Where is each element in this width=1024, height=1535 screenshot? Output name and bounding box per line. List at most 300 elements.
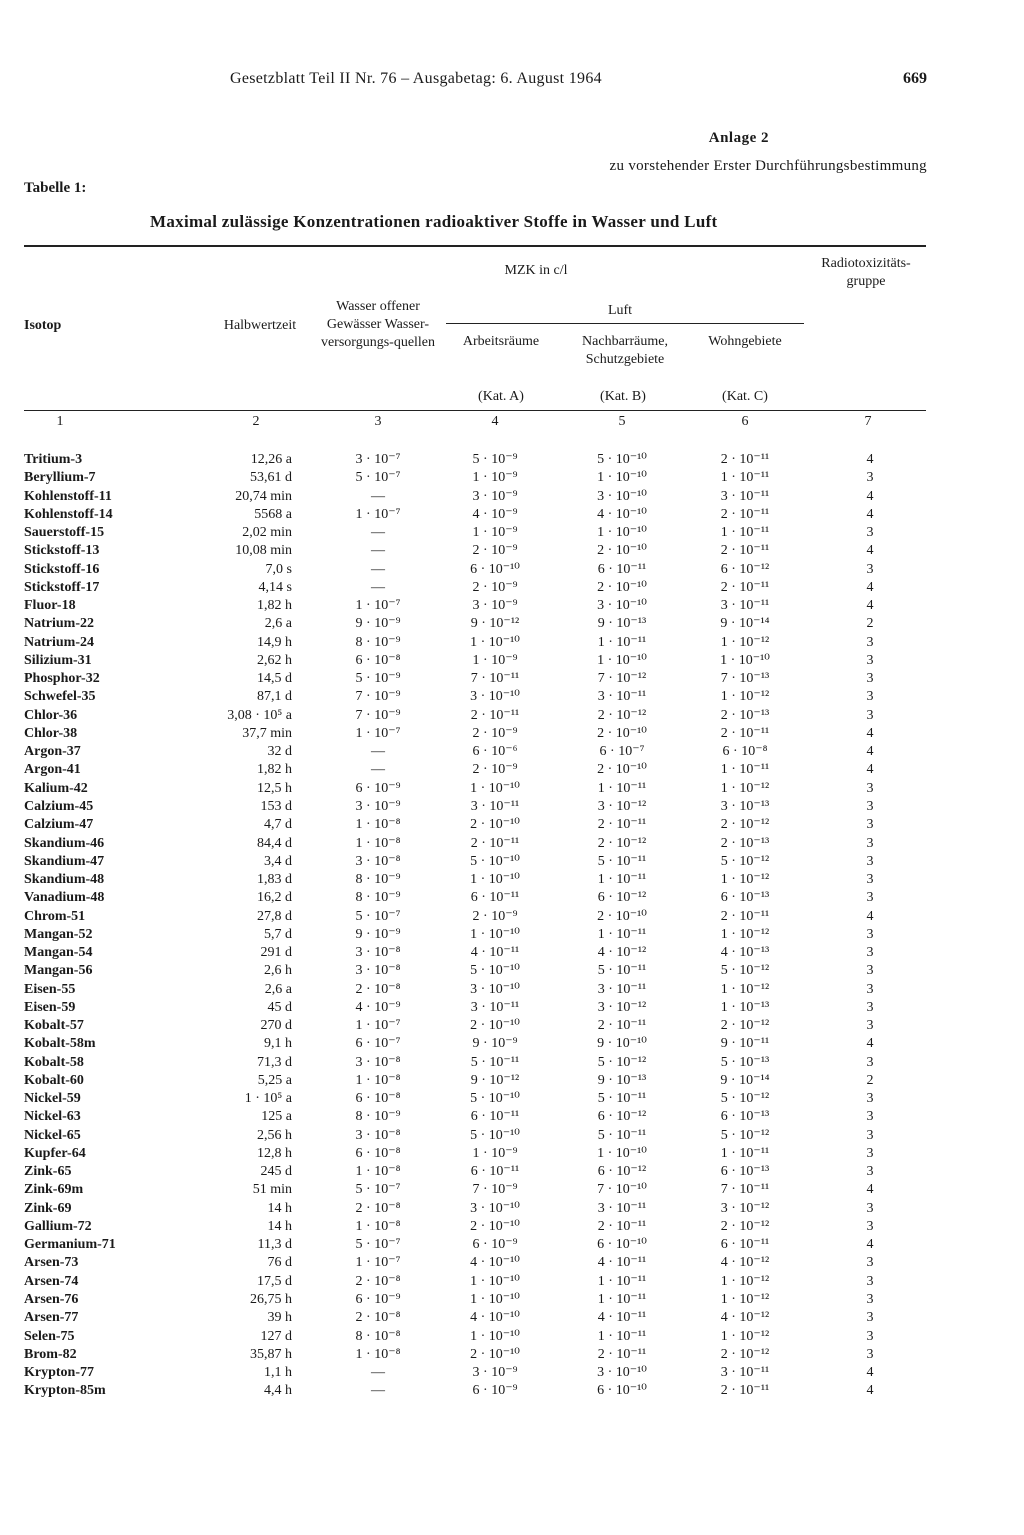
halflife-cell: 32 d — [267, 744, 292, 760]
air-kat-b-cell: 1 · 10⁻¹¹ — [597, 1292, 647, 1307]
header-mzk: MZK in c/l — [504, 263, 568, 278]
water-cell: 1 · 10⁻⁷ — [355, 725, 401, 741]
air-kat-a-cell: 2 · 10⁻⁹ — [472, 543, 518, 559]
radiotox-cell: 4 — [866, 762, 874, 778]
table-row — [0, 1254, 1024, 1272]
radiotox-cell: 3 — [866, 853, 874, 869]
isotope-cell: Kobalt-58 — [24, 1054, 84, 1070]
water-cell: — — [371, 579, 385, 595]
table-row — [0, 524, 1024, 542]
air-kat-a-cell: 5 · 10⁻¹⁰ — [470, 963, 520, 979]
table-row — [0, 1108, 1024, 1126]
table-row — [0, 780, 1024, 798]
table-row — [0, 761, 1024, 779]
water-cell: 5 · 10⁻⁷ — [355, 908, 401, 924]
table-row — [0, 1382, 1024, 1400]
header-kat-c: (Kat. C) — [722, 389, 768, 404]
isotope-cell: Kalium-42 — [24, 780, 88, 796]
isotope-cell: Skandium-46 — [24, 835, 105, 851]
air-kat-b-cell: 9 · 10⁻¹³ — [597, 1072, 647, 1088]
water-cell: 1 · 10⁻⁸ — [355, 835, 401, 851]
table-row — [0, 1054, 1024, 1072]
isotope-cell: Eisen-55 — [24, 981, 76, 997]
air-kat-a-cell: 6 · 10⁻⁹ — [472, 1237, 518, 1253]
radiotox-cell: 3 — [866, 1164, 874, 1180]
annex-label: Anlage 2 — [708, 130, 769, 146]
table-row — [0, 962, 1024, 980]
isotope-cell: Schwefel-35 — [24, 689, 96, 705]
halflife-cell: 39 h — [267, 1310, 292, 1326]
water-cell: 8 · 10⁻⁹ — [355, 634, 401, 650]
air-kat-c-cell: 6 · 10⁻¹³ — [720, 890, 770, 906]
water-cell: 1 · 10⁻⁸ — [355, 1072, 401, 1088]
air-kat-a-cell: 2 · 10⁻¹⁰ — [470, 1346, 520, 1362]
water-cell: 3 · 10⁻⁹ — [355, 798, 401, 814]
air-kat-b-cell: 3 · 10⁻¹² — [597, 999, 647, 1015]
radiotox-cell: 4 — [866, 1365, 874, 1380]
radiotox-cell: 3 — [866, 926, 874, 942]
air-kat-c-cell: 2 · 10⁻¹¹ — [720, 908, 770, 924]
water-cell: — — [371, 561, 385, 577]
air-kat-c-cell: 6 · 10⁻¹² — [720, 561, 770, 577]
air-kat-c-cell: 2 · 10⁻¹² — [720, 1346, 770, 1362]
air-kat-c-cell: 1 · 10⁻¹² — [720, 634, 770, 650]
isotope-cell: Eisen-59 — [24, 999, 76, 1015]
air-kat-c-cell: 6 · 10⁻¹³ — [720, 1109, 770, 1125]
table-row — [0, 488, 1024, 506]
header-wasser: Wasser offener Gewässer Wasser-versorgungs-quellen — [320, 299, 436, 350]
table-row — [0, 1364, 1024, 1382]
halflife-cell: 5568 a — [254, 506, 292, 522]
water-cell: 6 · 10⁻⁸ — [355, 1091, 401, 1107]
radiotox-cell: 3 — [866, 890, 874, 906]
radiotox-cell: 3 — [866, 1109, 874, 1125]
radiotox-cell: 4 — [866, 1237, 874, 1253]
air-kat-c-cell: 1 · 10⁻¹² — [720, 1292, 770, 1307]
air-kat-a-cell: 3 · 10⁻⁹ — [472, 598, 518, 614]
water-cell: 4 · 10⁻⁹ — [355, 999, 401, 1015]
air-kat-c-cell: 6 · 10⁻⁸ — [722, 744, 768, 760]
air-kat-c-cell: 2 · 10⁻¹³ — [720, 835, 770, 851]
radiotox-cell: 3 — [866, 1310, 874, 1326]
luft-rule — [446, 323, 804, 324]
radiotox-cell: 3 — [866, 671, 874, 687]
water-cell: 3 · 10⁻⁷ — [355, 452, 401, 467]
radiotox-cell: 3 — [866, 652, 874, 668]
table-row — [0, 908, 1024, 926]
radiotox-cell: 3 — [866, 707, 874, 723]
halflife-cell: 16,2 d — [257, 890, 292, 906]
water-cell: 7 · 10⁻⁹ — [355, 689, 401, 705]
air-kat-a-cell: 5 · 10⁻¹⁰ — [470, 1127, 520, 1143]
table-row — [0, 1163, 1024, 1181]
column-number: 1 — [56, 414, 64, 429]
header-halbwertzeit: Halbwertzeit — [223, 318, 297, 333]
halflife-cell: 5,7 d — [264, 926, 292, 942]
air-kat-c-cell: 9 · 10⁻¹¹ — [720, 1036, 770, 1052]
halflife-cell: 76 d — [267, 1255, 292, 1271]
halflife-cell: 2,6 h — [264, 963, 292, 979]
air-kat-b-cell: 2 · 10⁻¹⁰ — [597, 762, 647, 778]
air-kat-b-cell: 1 · 10⁻¹¹ — [597, 634, 647, 650]
column-number: 4 — [491, 414, 499, 429]
radiotox-cell: 3 — [866, 1292, 874, 1307]
air-kat-b-cell: 1 · 10⁻¹⁰ — [597, 1145, 647, 1161]
radiotox-cell: 3 — [866, 981, 874, 997]
halflife-cell: 12,5 h — [257, 780, 292, 796]
air-kat-b-cell: 6 · 10⁻¹² — [597, 1164, 647, 1180]
water-cell: — — [371, 1383, 385, 1399]
air-kat-b-cell: 3 · 10⁻¹⁰ — [597, 488, 647, 504]
isotope-cell: Stickstoff-13 — [24, 543, 100, 559]
air-kat-b-cell: 1 · 10⁻¹¹ — [597, 1273, 647, 1289]
air-kat-c-cell: 2 · 10⁻¹¹ — [720, 579, 770, 595]
halflife-cell: 125 a — [261, 1109, 292, 1125]
water-cell: 1 · 10⁻⁸ — [355, 1164, 401, 1180]
air-kat-a-cell: 4 · 10⁻⁹ — [472, 506, 518, 522]
halflife-cell: 4,7 d — [264, 817, 292, 833]
water-cell: 6 · 10⁻⁸ — [355, 1145, 401, 1161]
air-kat-b-cell: 7 · 10⁻¹² — [597, 671, 647, 687]
isotope-cell: Argon-41 — [24, 762, 81, 778]
table-label: Tabelle 1: — [24, 180, 87, 196]
air-kat-a-cell: 2 · 10⁻¹⁰ — [470, 1218, 520, 1234]
isotope-cell: Chlor-36 — [24, 707, 78, 723]
water-cell: 9 · 10⁻⁹ — [355, 616, 401, 632]
air-kat-c-cell: 2 · 10⁻¹¹ — [720, 506, 770, 522]
air-kat-a-cell: 1 · 10⁻¹⁰ — [470, 1292, 520, 1307]
air-kat-b-cell: 2 · 10⁻¹¹ — [597, 1218, 647, 1234]
isotope-cell: Krypton-77 — [24, 1365, 94, 1380]
isotope-cell: Kobalt-60 — [24, 1072, 84, 1088]
isotope-cell: Arsen-74 — [24, 1273, 79, 1289]
air-kat-b-cell: 3 · 10⁻¹¹ — [597, 981, 647, 997]
radiotox-cell: 3 — [866, 1054, 874, 1070]
air-kat-b-cell: 2 · 10⁻¹¹ — [597, 817, 647, 833]
water-cell: 3 · 10⁻⁸ — [355, 945, 401, 960]
table-row — [0, 579, 1024, 597]
radiotox-cell: 3 — [866, 1091, 874, 1107]
air-kat-a-cell: 3 · 10⁻⁹ — [472, 488, 518, 504]
table-row — [0, 1035, 1024, 1053]
air-kat-b-cell: 2 · 10⁻¹¹ — [597, 1018, 647, 1034]
isotope-cell: Skandium-48 — [24, 872, 105, 887]
air-kat-a-cell: 9 · 10⁻¹² — [470, 1072, 520, 1088]
table-row — [0, 1181, 1024, 1199]
halflife-cell: 5,25 a — [257, 1072, 292, 1088]
water-cell: — — [371, 744, 385, 760]
water-cell: 8 · 10⁻⁹ — [355, 1109, 401, 1125]
water-cell: 2 · 10⁻⁸ — [355, 1310, 401, 1326]
radiotox-cell: 3 — [866, 1273, 874, 1289]
halflife-cell: 71,3 d — [257, 1054, 292, 1070]
air-kat-b-cell: 5 · 10⁻¹² — [597, 1054, 647, 1070]
halflife-cell: 153 d — [260, 798, 292, 814]
halflife-cell: 35,87 h — [250, 1346, 292, 1362]
air-kat-b-cell: 3 · 10⁻¹⁰ — [597, 598, 647, 614]
radiotox-cell: 3 — [866, 872, 874, 887]
air-kat-a-cell: 4 · 10⁻¹⁰ — [470, 1310, 520, 1326]
water-cell: 5 · 10⁻⁷ — [355, 470, 401, 486]
halflife-cell: 2,62 h — [257, 652, 292, 668]
halflife-cell: 17,5 d — [257, 1273, 292, 1289]
isotope-cell: Kobalt-57 — [24, 1018, 84, 1034]
air-kat-a-cell: 1 · 10⁻¹⁰ — [470, 1328, 520, 1344]
halflife-cell: 3,4 d — [264, 853, 292, 869]
water-cell: 5 · 10⁻⁷ — [355, 1237, 401, 1253]
air-kat-c-cell: 5 · 10⁻¹³ — [720, 1054, 770, 1070]
halflife-cell: 2,02 min — [242, 525, 292, 540]
table-row — [0, 1072, 1024, 1090]
water-cell: 5 · 10⁻⁹ — [355, 671, 401, 687]
isotope-cell: Nickel-65 — [24, 1127, 81, 1143]
air-kat-b-cell: 2 · 10⁻¹¹ — [597, 1346, 647, 1362]
air-kat-c-cell: 6 · 10⁻¹³ — [720, 1164, 770, 1180]
isotope-cell: Argon-37 — [24, 744, 81, 760]
air-kat-c-cell: 1 · 10⁻¹² — [720, 689, 770, 705]
isotope-cell: Vanadium-48 — [24, 890, 105, 906]
air-kat-c-cell: 2 · 10⁻¹² — [720, 1218, 770, 1234]
air-kat-a-cell: 6 · 10⁻¹¹ — [470, 1164, 520, 1180]
table-row — [0, 1328, 1024, 1346]
header-luft: Luft — [607, 303, 633, 318]
air-kat-b-cell: 3 · 10⁻¹⁰ — [597, 1365, 647, 1380]
radiotox-cell: 3 — [866, 689, 874, 705]
water-cell: — — [371, 525, 385, 540]
air-kat-c-cell: 4 · 10⁻¹² — [720, 1310, 770, 1326]
water-cell: 6 · 10⁻⁹ — [355, 1292, 401, 1307]
table-row — [0, 1090, 1024, 1108]
radiotox-cell: 4 — [866, 744, 874, 760]
air-kat-c-cell: 9 · 10⁻¹⁴ — [720, 1072, 770, 1088]
air-kat-a-cell: 3 · 10⁻⁹ — [472, 1365, 518, 1380]
halflife-cell: 1,82 h — [257, 762, 292, 778]
radiotox-cell: 4 — [866, 506, 874, 522]
halflife-cell: 51 min — [252, 1182, 292, 1198]
halflife-cell: 14,5 d — [257, 671, 292, 687]
table-row — [0, 469, 1024, 487]
isotope-cell: Kupfer-64 — [24, 1145, 86, 1161]
water-cell: 2 · 10⁻⁸ — [355, 981, 401, 997]
radiotox-cell: 3 — [866, 1346, 874, 1362]
table-row — [0, 798, 1024, 816]
air-kat-a-cell: 9 · 10⁻¹² — [470, 616, 520, 632]
column-number: 3 — [374, 414, 382, 429]
water-cell: 7 · 10⁻⁹ — [355, 707, 401, 723]
air-kat-a-cell: 6 · 10⁻¹¹ — [470, 890, 520, 906]
halflife-cell: 53,61 d — [250, 470, 292, 486]
air-kat-c-cell: 3 · 10⁻¹¹ — [720, 488, 770, 504]
radiotox-cell: 3 — [866, 561, 874, 577]
halflife-cell: 10,08 min — [235, 543, 292, 559]
isotope-cell: Tritium-3 — [24, 452, 83, 467]
air-kat-a-cell: 6 · 10⁻⁹ — [472, 1383, 518, 1399]
water-cell: 1 · 10⁻⁷ — [355, 1018, 401, 1034]
air-kat-b-cell: 2 · 10⁻¹² — [597, 835, 647, 851]
table-row — [0, 835, 1024, 853]
air-kat-a-cell: 3 · 10⁻¹⁰ — [470, 1200, 520, 1216]
header-kat-b: (Kat. B) — [600, 389, 646, 404]
radiotox-cell: 3 — [866, 1200, 874, 1216]
air-kat-b-cell: 1 · 10⁻¹⁰ — [597, 470, 647, 486]
table-row — [0, 688, 1024, 706]
table-row — [0, 597, 1024, 615]
isotope-cell: Kohlenstoff-14 — [24, 506, 113, 522]
header-isotop: Isotop — [24, 318, 62, 333]
radiotox-cell: 4 — [866, 725, 874, 741]
water-cell: — — [371, 1365, 385, 1380]
air-kat-b-cell: 1 · 10⁻¹¹ — [597, 872, 647, 887]
isotope-cell: Sauerstoff-15 — [24, 525, 105, 540]
air-kat-b-cell: 4 · 10⁻¹² — [597, 945, 647, 960]
air-kat-b-cell: 5 · 10⁻¹⁰ — [597, 452, 647, 467]
air-kat-a-cell: 7 · 10⁻⁹ — [472, 1182, 518, 1198]
water-cell: 3 · 10⁻⁸ — [355, 853, 401, 869]
air-kat-c-cell: 1 · 10⁻¹⁰ — [720, 652, 770, 668]
isotope-cell: Skandium-47 — [24, 853, 105, 869]
air-kat-a-cell: 3 · 10⁻¹⁰ — [470, 689, 520, 705]
isotope-cell: Mangan-56 — [24, 963, 93, 979]
halflife-cell: 84,4 d — [257, 835, 292, 851]
water-cell: 2 · 10⁻⁸ — [355, 1273, 401, 1289]
table-row — [0, 853, 1024, 871]
page-number: 669 — [903, 70, 927, 87]
halflife-cell: 270 d — [260, 1018, 292, 1034]
radiotox-cell: 3 — [866, 1127, 874, 1143]
air-kat-a-cell: 1 · 10⁻⁹ — [472, 1145, 518, 1161]
halflife-cell: 9,1 h — [264, 1036, 292, 1052]
table-title: Maximal zulässige Konzentrationen radioaktiver Stoffe in Wasser und Luft — [150, 212, 718, 231]
isotope-cell: Mangan-54 — [24, 945, 93, 960]
air-kat-a-cell: 2 · 10⁻¹¹ — [470, 707, 520, 723]
halflife-cell: 3,08 · 10⁵ a — [227, 707, 292, 723]
air-kat-a-cell: 1 · 10⁻¹⁰ — [470, 1273, 520, 1289]
air-kat-b-cell: 7 · 10⁻¹⁰ — [597, 1182, 647, 1198]
air-kat-c-cell: 3 · 10⁻¹² — [720, 1200, 770, 1216]
halflife-cell: 12,8 h — [257, 1145, 292, 1161]
air-kat-b-cell: 1 · 10⁻¹¹ — [597, 1328, 647, 1344]
table-row — [0, 561, 1024, 579]
isotope-cell: Kohlenstoff-11 — [24, 488, 112, 504]
air-kat-b-cell: 5 · 10⁻¹¹ — [597, 1127, 647, 1143]
isotope-cell: Zink-69 — [24, 1200, 72, 1216]
air-kat-b-cell: 2 · 10⁻¹² — [597, 707, 647, 723]
water-cell: 1 · 10⁻⁷ — [355, 1255, 401, 1271]
table-row — [0, 451, 1024, 469]
air-kat-b-cell: 9 · 10⁻¹⁰ — [597, 1036, 647, 1052]
radiotox-cell: 3 — [866, 835, 874, 851]
air-kat-a-cell: 5 · 10⁻¹⁰ — [470, 853, 520, 869]
air-kat-c-cell: 1 · 10⁻¹² — [720, 981, 770, 997]
radiotox-cell: 2 — [866, 1072, 874, 1088]
table-row — [0, 1346, 1024, 1364]
air-kat-a-cell: 1 · 10⁻¹⁰ — [470, 634, 520, 650]
radiotox-cell: 3 — [866, 1145, 874, 1161]
halflife-cell: 2,6 a — [264, 616, 292, 632]
halflife-cell: 26,75 h — [250, 1292, 292, 1307]
halflife-cell: 20,74 min — [235, 488, 292, 504]
table-row — [0, 1236, 1024, 1254]
header-wohngebiete: Wohngebiete — [708, 334, 782, 349]
air-kat-b-cell: 6 · 10⁻¹⁰ — [597, 1237, 647, 1253]
table-row — [0, 1309, 1024, 1327]
air-kat-a-cell: 2 · 10⁻⁹ — [472, 725, 518, 741]
table-row — [0, 725, 1024, 743]
air-kat-a-cell: 3 · 10⁻¹¹ — [470, 798, 520, 814]
air-kat-c-cell: 1 · 10⁻¹¹ — [720, 762, 770, 778]
colnum-rule — [24, 410, 926, 411]
isotope-cell: Stickstoff-17 — [24, 579, 100, 595]
table-row — [0, 707, 1024, 725]
air-kat-b-cell: 3 · 10⁻¹¹ — [597, 689, 647, 705]
air-kat-a-cell: 2 · 10⁻¹⁰ — [470, 1018, 520, 1034]
air-kat-c-cell: 5 · 10⁻¹² — [720, 1127, 770, 1143]
air-kat-c-cell: 1 · 10⁻¹¹ — [720, 470, 770, 486]
air-kat-c-cell: 7 · 10⁻¹¹ — [720, 1182, 770, 1198]
air-kat-c-cell: 2 · 10⁻¹² — [720, 1018, 770, 1034]
water-cell: 8 · 10⁻⁹ — [355, 872, 401, 887]
radiotox-cell: 3 — [866, 1018, 874, 1034]
radiotox-cell: 4 — [866, 1182, 874, 1198]
isotope-cell: Chrom-51 — [24, 908, 86, 924]
air-kat-a-cell: 5 · 10⁻¹⁰ — [470, 1091, 520, 1107]
isotope-cell: Natrium-22 — [24, 616, 94, 632]
air-kat-b-cell: 4 · 10⁻¹⁰ — [597, 506, 647, 522]
air-kat-b-cell: 4 · 10⁻¹¹ — [597, 1255, 647, 1271]
water-cell: 3 · 10⁻⁸ — [355, 1127, 401, 1143]
air-kat-c-cell: 9 · 10⁻¹⁴ — [720, 616, 770, 632]
radiotox-cell: 3 — [866, 817, 874, 833]
water-cell: 1 · 10⁻⁸ — [355, 817, 401, 833]
radiotox-cell: 3 — [866, 1328, 874, 1344]
water-cell: — — [371, 488, 385, 504]
halflife-cell: 14,9 h — [257, 634, 292, 650]
water-cell: 1 · 10⁻⁸ — [355, 1218, 401, 1234]
isotope-cell: Arsen-77 — [24, 1310, 79, 1326]
air-kat-c-cell: 1 · 10⁻¹² — [720, 780, 770, 796]
radiotox-cell: 3 — [866, 780, 874, 796]
top-rule — [24, 245, 926, 247]
halflife-cell: 127 d — [260, 1328, 292, 1344]
halflife-cell: 1,82 h — [257, 598, 292, 614]
isotope-cell: Kobalt-58m — [24, 1036, 96, 1052]
water-cell: 1 · 10⁻⁷ — [355, 506, 401, 522]
table-row — [0, 670, 1024, 688]
air-kat-c-cell: 5 · 10⁻¹² — [720, 963, 770, 979]
air-kat-c-cell: 2 · 10⁻¹³ — [720, 707, 770, 723]
air-kat-a-cell: 1 · 10⁻¹⁰ — [470, 926, 520, 942]
air-kat-c-cell: 5 · 10⁻¹² — [720, 853, 770, 869]
water-cell: 6 · 10⁻⁸ — [355, 652, 401, 668]
water-cell: 1 · 10⁻⁷ — [355, 598, 401, 614]
isotope-cell: Nickel-63 — [24, 1109, 81, 1125]
radiotox-cell: 3 — [866, 963, 874, 979]
air-kat-b-cell: 9 · 10⁻¹³ — [597, 616, 647, 632]
table-row — [0, 944, 1024, 962]
halflife-cell: 1 · 10⁵ a — [244, 1091, 292, 1107]
air-kat-c-cell: 2 · 10⁻¹¹ — [720, 452, 770, 467]
halflife-cell: 27,8 d — [257, 908, 292, 924]
table-row — [0, 615, 1024, 633]
table-row — [0, 506, 1024, 524]
isotope-cell: Germanium-71 — [24, 1237, 116, 1253]
air-kat-a-cell: 2 · 10⁻⁹ — [472, 579, 518, 595]
halflife-cell: 1,83 d — [257, 872, 292, 887]
radiotox-cell: 4 — [866, 1036, 874, 1052]
halflife-cell: 2,56 h — [257, 1127, 292, 1143]
radiotox-cell: 3 — [866, 470, 874, 486]
column-number: 2 — [252, 414, 260, 429]
